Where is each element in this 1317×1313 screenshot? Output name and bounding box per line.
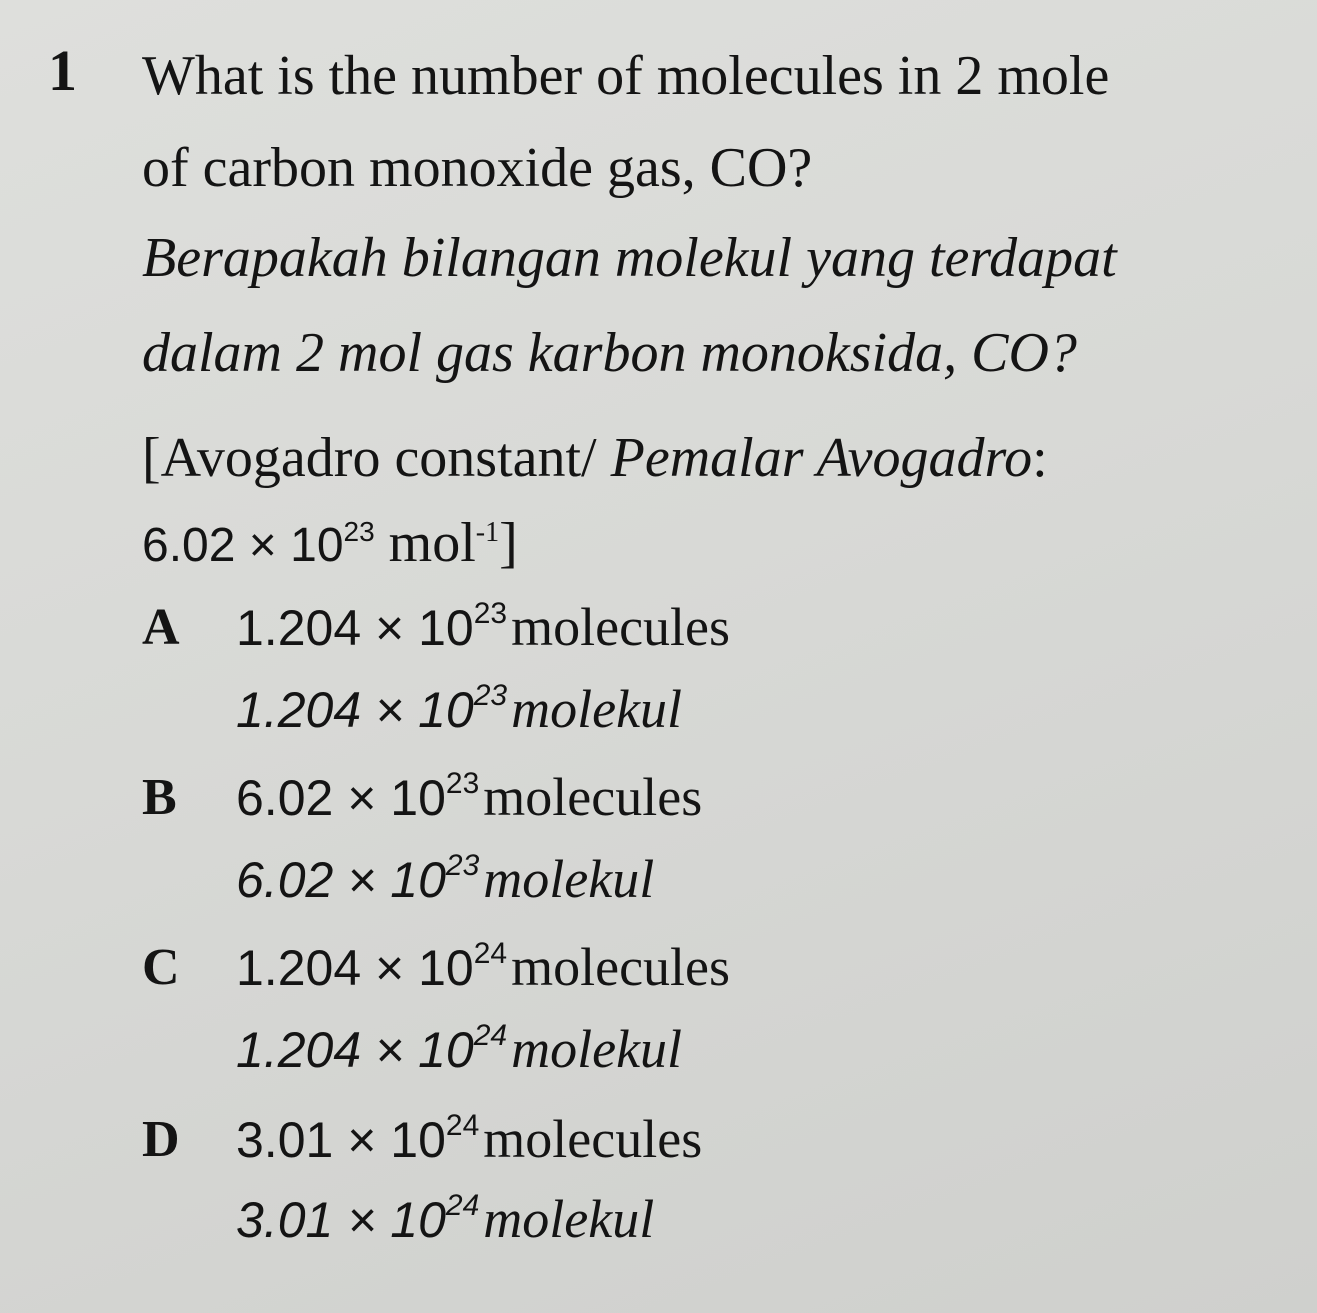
option-c-word-malay: molekul xyxy=(511,1019,683,1079)
option-b-letter[interactable]: B xyxy=(142,769,177,826)
constant-close: ] xyxy=(499,512,518,574)
option-a-exponent: 23 xyxy=(473,597,508,630)
constant-mantissa xyxy=(142,516,375,572)
option-c-exponent-malay: 24 xyxy=(473,1019,508,1052)
constant-mantissa-text: 6.02 × 10 xyxy=(142,519,344,572)
constant-unit xyxy=(389,512,499,574)
option-d-value-malay xyxy=(236,1189,480,1248)
option-a-word: molecules xyxy=(511,597,731,657)
option-b-mantissa: 6.02 × 10 xyxy=(236,770,446,826)
option-a-value xyxy=(236,597,508,656)
option-d-value xyxy=(236,1109,480,1168)
question-english-line-2: of carbon monoxide gas, CO? xyxy=(142,137,813,199)
option-c-mantissa: 1.204 × 10 xyxy=(236,940,474,996)
option-b-malay[interactable] xyxy=(236,849,655,909)
option-b-word-malay: molekul xyxy=(483,849,655,909)
question-malay-line-2: dalam 2 mol gas karbon monoksida, CO? xyxy=(142,322,1077,384)
question-malay-line-1: Berapakah bilangan molekul yang terdapat xyxy=(142,227,1117,289)
option-b-word: molecules xyxy=(483,767,703,827)
option-b-value-malay xyxy=(236,849,480,908)
option-a-mantissa-malay: 1.204 × 10 xyxy=(236,682,474,738)
option-a-letter[interactable]: A xyxy=(142,599,180,656)
question-english-line-1: What is the number of molecules in 2 mole xyxy=(142,45,1110,107)
option-d-mantissa-malay: 3.01 × 10 xyxy=(236,1192,446,1248)
option-b-value xyxy=(236,767,480,826)
option-a-english[interactable] xyxy=(236,597,731,657)
option-c-english[interactable] xyxy=(236,937,731,997)
option-a-malay[interactable] xyxy=(236,679,683,739)
constant-unit-base: mol xyxy=(388,512,476,574)
option-b-english[interactable] xyxy=(236,767,703,827)
option-c-exponent: 24 xyxy=(473,937,508,970)
option-c-malay[interactable] xyxy=(236,1019,683,1079)
option-c-word: molecules xyxy=(511,937,731,997)
option-a-word-malay: molekul xyxy=(511,679,683,739)
option-d-word: molecules xyxy=(483,1109,703,1169)
option-d-word-malay: molekul xyxy=(483,1189,655,1249)
question-number: 1 xyxy=(48,38,77,103)
constant-exponent: 23 xyxy=(343,516,375,547)
option-a-exponent-malay: 23 xyxy=(473,679,508,712)
option-c-value xyxy=(236,937,508,996)
option-c-mantissa-malay: 1.204 × 10 xyxy=(236,1022,474,1078)
constant-unit-exponent: -1 xyxy=(475,517,500,548)
option-b-mantissa-malay: 6.02 × 10 xyxy=(236,852,446,908)
option-d-malay[interactable] xyxy=(236,1189,655,1249)
avogadro-constant-value xyxy=(142,512,518,574)
option-b-exponent: 23 xyxy=(445,767,480,800)
option-d-exponent: 24 xyxy=(445,1109,480,1142)
option-c-letter[interactable]: C xyxy=(142,939,180,996)
option-b-exponent-malay: 23 xyxy=(445,849,480,882)
constant-open: [Avogadro constant/ xyxy=(142,427,611,489)
option-c-value-malay xyxy=(236,1019,508,1078)
option-d-exponent-malay: 24 xyxy=(445,1189,480,1222)
option-d-english[interactable] xyxy=(236,1109,703,1169)
constant-colon: : xyxy=(1032,427,1048,489)
option-d-letter[interactable]: D xyxy=(142,1111,180,1168)
avogadro-constant-label xyxy=(142,427,1048,489)
option-a-value-malay xyxy=(236,679,508,738)
option-d-mantissa: 3.01 × 10 xyxy=(236,1112,446,1168)
option-a-mantissa: 1.204 × 10 xyxy=(236,600,474,656)
constant-label-malay: Pemalar Avogadro xyxy=(610,427,1033,489)
